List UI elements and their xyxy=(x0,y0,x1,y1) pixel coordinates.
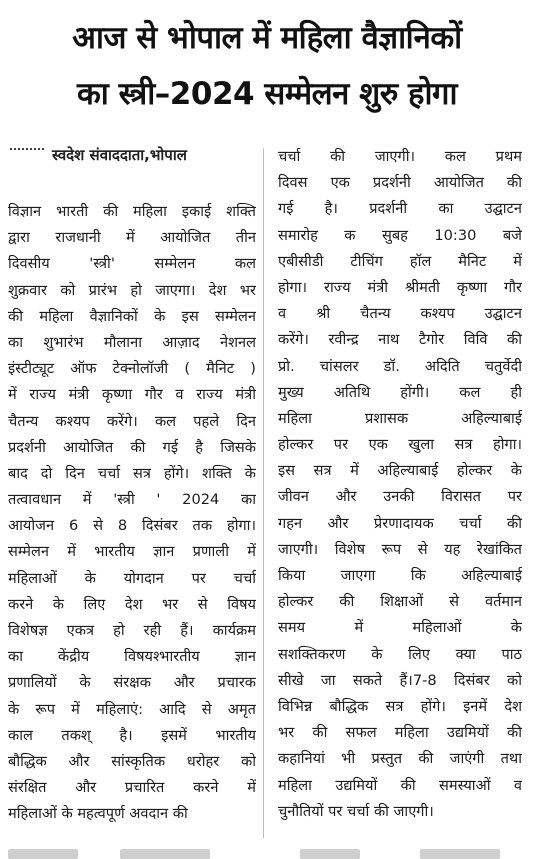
article-text-line: तत्वावधान में 'स्त्री ' 2024 का xyxy=(8,491,256,509)
article-text-line: संरक्षित और प्रचारित करने में xyxy=(8,779,256,797)
article-text-line: प्रदर्शनी आयोजित की गई है जिसके xyxy=(8,438,256,456)
article-text-line: इंस्टीट्यूट ऑफ टेक्नोलॉजी ( मैनिट ) xyxy=(8,360,256,378)
article-text-line: एबीसीडी टीचिंग हॉल मैनिट में xyxy=(278,252,522,270)
article-text-line: मुख्य अतिथि होंगी। कल ही xyxy=(278,383,522,401)
article-text-line: समारोह क सुबह 10:30 बजे xyxy=(278,226,522,244)
article-text-line: महिलाओं के महत्वपूर्ण अवदान की xyxy=(8,805,188,823)
article-text-line: के रूप में महिलाएं: आदि से अमृत xyxy=(8,700,256,718)
article-text-line: व श्री चैतन्य कश्यप उद्घाटन xyxy=(278,305,522,323)
article-text-line: बौद्धिक और सांस्कृतिक धरोहर को xyxy=(8,752,256,770)
article-text-line: का शुभारंभ मौलाना आज़ाद नेशनल xyxy=(8,333,256,351)
article-text-line: काल तकश् है। इसमें भारतीय xyxy=(8,726,256,744)
article-text-line: भर की सफल महिला उद्यमियों की xyxy=(278,724,522,742)
article-text-line: इस सत्र में अहिल्याबाई होल्कर के xyxy=(278,462,522,480)
article-text-line: करने के लिए देश भर से विषय xyxy=(8,595,256,613)
article-text-line: विभिन्न बौद्धिक सत्र होंगे। इनमें देश xyxy=(278,697,522,715)
article-text-line: जाएगी। विशेष रूप से यह रेखांकित xyxy=(278,540,522,558)
article-text-line: होगा। राज्य मंत्री श्रीमती कृष्णा गौर xyxy=(278,278,522,296)
next-article-fragment xyxy=(0,849,534,859)
article-text-line: होल्कर पर एक खुला सत्र होगा। xyxy=(278,436,522,454)
article-text-line: गई है। प्रदर्शनी का उद्घाटन xyxy=(278,200,522,218)
article-text-line: कहानियां भी प्रस्तुत की जाएंगी तथा xyxy=(278,750,522,768)
article-text-line: महिला उद्यमियों की समस्याओं व xyxy=(278,776,522,794)
article-text-line: करेंगे। रवीन्द्र नाथ टैगोर विवि की xyxy=(278,331,522,349)
article-text-line: विशेषज्ञ एकत्र हो रही हैं। कार्यक्रम xyxy=(8,622,256,639)
article-text-line: का केंद्रीय विषयश्भारतीय ज्ञान xyxy=(8,648,256,666)
article-text-line: द्वारा राजधानी में आयोजित तीन xyxy=(8,229,256,247)
article-text-line: होल्कर की शिक्षाओं से वर्तमान xyxy=(278,593,522,611)
article-text-line: गहन और प्रेरणादायक चर्चा की xyxy=(278,514,522,532)
article-column-right xyxy=(278,144,522,825)
article-text-line: चैतन्य कश्यप करेंगे। कल पहले दिन xyxy=(8,412,256,430)
article-text-line: समय में महिलाओं के xyxy=(278,619,522,637)
article-text-line: महिला प्रशासक अहिल्याबाई xyxy=(278,409,522,427)
article-text-line: प्रो. चांसलर डॉ. अदिति चतुर्वेदी xyxy=(278,357,522,375)
article-text-line: किया जाएगा कि अहिल्याबाई xyxy=(278,567,522,584)
byline-text: स्वदेश संवाददाता,भोपाल xyxy=(52,146,187,164)
article-text-line: जीवन और उनकी विरासत पर xyxy=(278,488,522,506)
article-text-line: शुक्रवार को प्रारंभ हो जाएगा। देश भर xyxy=(8,281,256,299)
article-text-line: चुनौतियों पर चर्चा की जाएगी। xyxy=(278,802,434,820)
article-text-line: सम्मेलन में भारतीय ज्ञान प्रणाली में xyxy=(8,543,256,561)
column-divider xyxy=(263,148,264,838)
article-text-line: महिलाओं के योगदान पर चर्चा xyxy=(8,569,256,587)
byline-dotted-rule xyxy=(10,148,44,150)
article-text-line: आयोजन 6 से 8 दिसंबर तक होगा। xyxy=(8,517,256,535)
headline-line-1: आज से भोपाल में महिला वैज्ञानिकों xyxy=(72,20,462,56)
article-text-line: सशक्तिकरण के लिए क्या पाठ xyxy=(278,645,522,663)
article-column-left xyxy=(8,199,256,828)
article-text-line: चर्चा की जाएगी। कल प्रथम xyxy=(278,148,522,165)
article-text-line: सीखे जा सकते हैं।7-8 दिसंबर को xyxy=(278,671,522,689)
article-text-line: में राज्य मंत्री कृष्णा गौर व राज्य मंत्री xyxy=(8,386,256,404)
headline-line-2: का स्त्री–2024 सम्मेलन शुरु होगा xyxy=(76,76,458,112)
article-text-line: प्रणालियों के संरक्षक और प्रचारक xyxy=(8,674,256,692)
article-text-line: दिवसीय 'स्त्री' सम्मेलन कल xyxy=(8,255,256,273)
article-text-line: बाद दो दिन चर्चा सत्र होंगे। शक्ति के xyxy=(8,464,256,482)
article-text-line: विज्ञान भारती की महिला इकाई शक्ति xyxy=(8,203,256,220)
article-text-line: दिवस एक प्रदर्शनी आयोजित की xyxy=(278,174,522,192)
article-text-line: की महिला वैज्ञानिकों के इस सम्मेलन xyxy=(8,307,256,325)
